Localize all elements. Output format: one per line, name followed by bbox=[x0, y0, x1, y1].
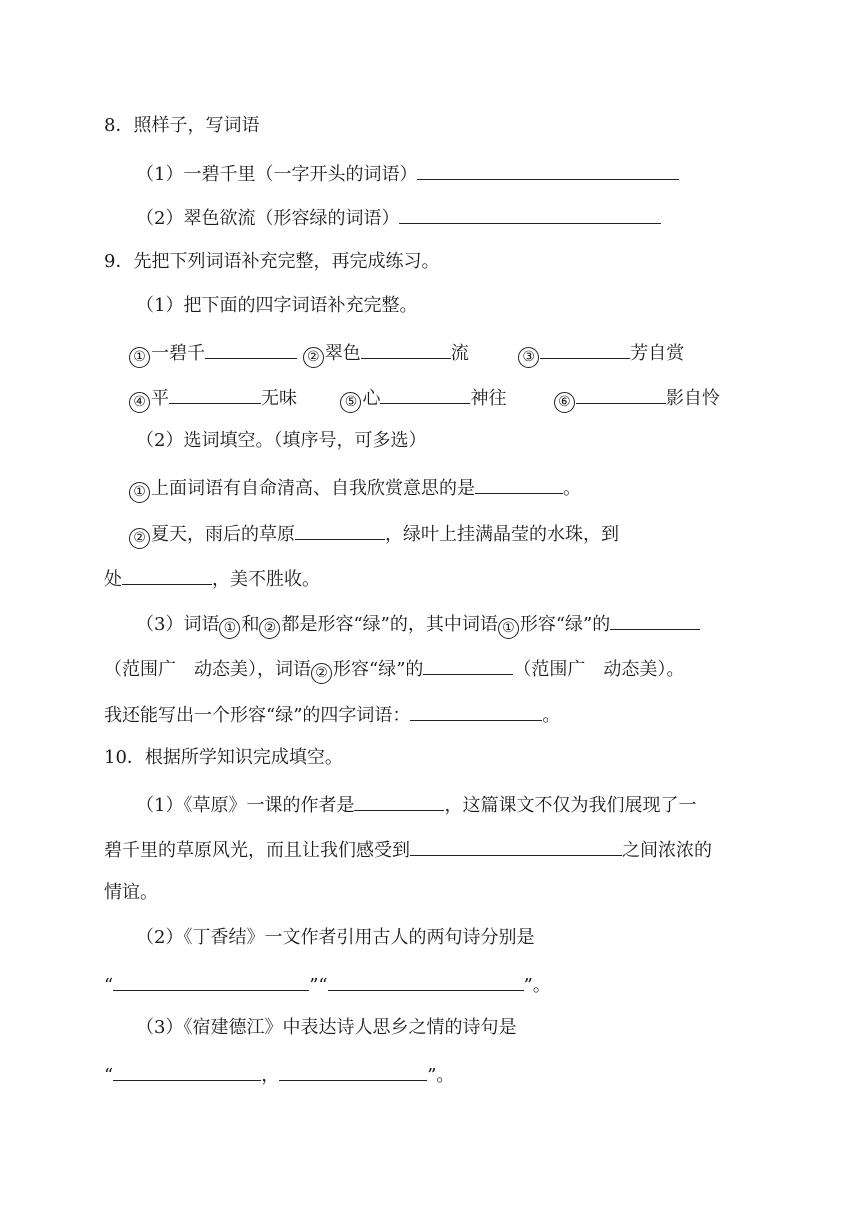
q9-words-row-2 bbox=[129, 384, 720, 408]
word-2-text: 翠色 bbox=[324, 343, 361, 364]
sentence-2-blank-1[interactable] bbox=[295, 520, 385, 540]
q10-part-1-line-2 bbox=[104, 836, 712, 860]
p3-text-c: 都是形容“绿”的，其中词语 bbox=[281, 614, 498, 635]
q10-p3-q3: ”。 bbox=[427, 1065, 455, 1086]
word-4-end: 无味 bbox=[261, 388, 297, 409]
word-5-blank[interactable] bbox=[380, 384, 470, 404]
sentence-1-text: 上面词语有自命清高、自我欣赏意思的是 bbox=[151, 478, 475, 499]
p3-text-b: 和 bbox=[241, 614, 260, 635]
q10-p1-d: 之间浓浓的 bbox=[622, 840, 712, 861]
q8-item-2-text: （2）翠色欲流（形容绿的词语） bbox=[136, 208, 400, 229]
q10-p1-a: （1）《草原》一课的作者是 bbox=[136, 795, 355, 816]
q10-p1-blank-2[interactable] bbox=[410, 836, 622, 856]
sentence-2-chu: 处 bbox=[104, 569, 122, 590]
q10-p2-blank-1[interactable] bbox=[113, 971, 309, 991]
q10-part-2: （2）《丁香结》一文作者引用古人的两句诗分别是 bbox=[136, 927, 535, 948]
q10-p3-q2: ， bbox=[261, 1065, 280, 1086]
q8-title: 8．照样子，写词语 bbox=[104, 115, 260, 136]
word-4-blank[interactable] bbox=[169, 384, 261, 404]
p3-blank-2[interactable] bbox=[423, 655, 513, 675]
q9-sentence-2-cont bbox=[104, 565, 320, 589]
word-3-blank[interactable] bbox=[540, 339, 630, 359]
p3-text-d: 形容“绿”的 bbox=[519, 614, 611, 635]
q8-item-1 bbox=[136, 160, 679, 184]
word-3-end: 芳自赏 bbox=[630, 343, 685, 364]
q10-p3-q1: “ bbox=[104, 1065, 114, 1086]
p3-line3-b: 。 bbox=[542, 705, 561, 726]
word-2-end: 流 bbox=[450, 343, 469, 364]
q10-p2-q3: ”。 bbox=[523, 975, 551, 996]
circled-p3-1: ① bbox=[219, 618, 240, 639]
word-2-blank[interactable] bbox=[361, 339, 451, 359]
q9-part-2: （2）选词填空。（填序号，可多选） bbox=[136, 430, 427, 451]
q8-item-1-text: （1）一碧千里（一字开头的词语） bbox=[136, 164, 418, 185]
q10-p3-blank-2[interactable] bbox=[279, 1061, 427, 1081]
circled-6: ⑥ bbox=[554, 392, 575, 413]
p3-line2-b: 形容“绿”的 bbox=[333, 659, 424, 680]
circled-3: ③ bbox=[518, 347, 539, 368]
q9-part-3-line-1 bbox=[136, 610, 700, 634]
sentence-2-end: ，美不胜收。 bbox=[212, 569, 320, 590]
p3-text-a: （3）词语 bbox=[136, 614, 220, 635]
p3-line3-a: 我还能写出一个形容“绿”的四字词语： bbox=[104, 705, 411, 726]
q10-part-2-answers bbox=[104, 971, 551, 995]
q10-p1-c: 碧千里的草原风光，而且让我们感受到 bbox=[104, 840, 410, 861]
q10-part-1-line-3: 情谊。 bbox=[104, 882, 158, 903]
q10-p3-blank-1[interactable] bbox=[113, 1061, 261, 1081]
word-1-text: 一碧千 bbox=[151, 343, 205, 364]
circled-2: ② bbox=[303, 347, 324, 368]
q8-blank-2[interactable] bbox=[399, 204, 661, 224]
q9-title: 9．先把下列词语补充完整，再完成练习。 bbox=[104, 251, 440, 272]
circled-p3-2: ② bbox=[259, 618, 280, 639]
p3-blank-3[interactable] bbox=[410, 701, 542, 721]
sentence-2-blank-2[interactable] bbox=[122, 565, 212, 585]
sentence-1-end: 。 bbox=[563, 478, 581, 499]
p3-line2-a: （范围广 动态美），词语 bbox=[104, 659, 311, 680]
word-5-text: 心 bbox=[362, 388, 381, 409]
sentence-2-text: 夏天，雨后的草原 bbox=[151, 524, 295, 545]
circled-p3-3: ① bbox=[498, 618, 519, 639]
circled-5: ⑤ bbox=[340, 392, 361, 413]
circled-4: ④ bbox=[129, 392, 150, 413]
q9-part-3-line-2 bbox=[104, 655, 684, 679]
q10-p2-q1: “ bbox=[104, 975, 114, 996]
q10-part-3: （3）《宿建德江》中表达诗人思乡之情的诗句是 bbox=[136, 1017, 517, 1038]
q10-part-3-answers bbox=[104, 1061, 454, 1085]
p3-blank-1[interactable] bbox=[610, 610, 700, 630]
circled-1: ① bbox=[129, 347, 150, 368]
q9-words-row-1 bbox=[129, 339, 684, 363]
q10-p1-blank-1[interactable] bbox=[354, 791, 444, 811]
circled-p3-4: ② bbox=[311, 663, 332, 684]
q9-sentence-2 bbox=[129, 520, 619, 544]
circled-s2: ② bbox=[129, 528, 150, 549]
q8-item-2 bbox=[136, 204, 661, 228]
word-4-text: 平 bbox=[151, 388, 169, 409]
q8-blank-1[interactable] bbox=[417, 160, 679, 180]
p3-line2-c: （范围广 动态美）。 bbox=[513, 659, 685, 680]
q10-p2-q2: ”“ bbox=[309, 975, 328, 996]
q9-sentence-1 bbox=[129, 474, 581, 498]
q10-part-1-line-1 bbox=[136, 791, 696, 815]
q9-part-1: （1）把下面的四字词语补充完整。 bbox=[136, 295, 418, 316]
q9-part-3-line-3 bbox=[104, 701, 560, 725]
word-6-blank[interactable] bbox=[576, 384, 666, 404]
q10-p2-blank-2[interactable] bbox=[328, 971, 524, 991]
word-1-blank[interactable] bbox=[205, 339, 297, 359]
word-5-end: 神往 bbox=[470, 388, 507, 409]
q10-title: 10．根据所学知识完成填空。 bbox=[104, 747, 343, 768]
q10-p1-b: ，这篇课文不仅为我们展现了一 bbox=[444, 795, 697, 816]
word-6-end: 影自怜 bbox=[665, 388, 720, 409]
sentence-1-blank[interactable] bbox=[475, 474, 563, 494]
sentence-2-mid: ，绿叶上挂满晶莹的水珠，到 bbox=[385, 524, 619, 545]
circled-s1: ① bbox=[129, 482, 150, 503]
